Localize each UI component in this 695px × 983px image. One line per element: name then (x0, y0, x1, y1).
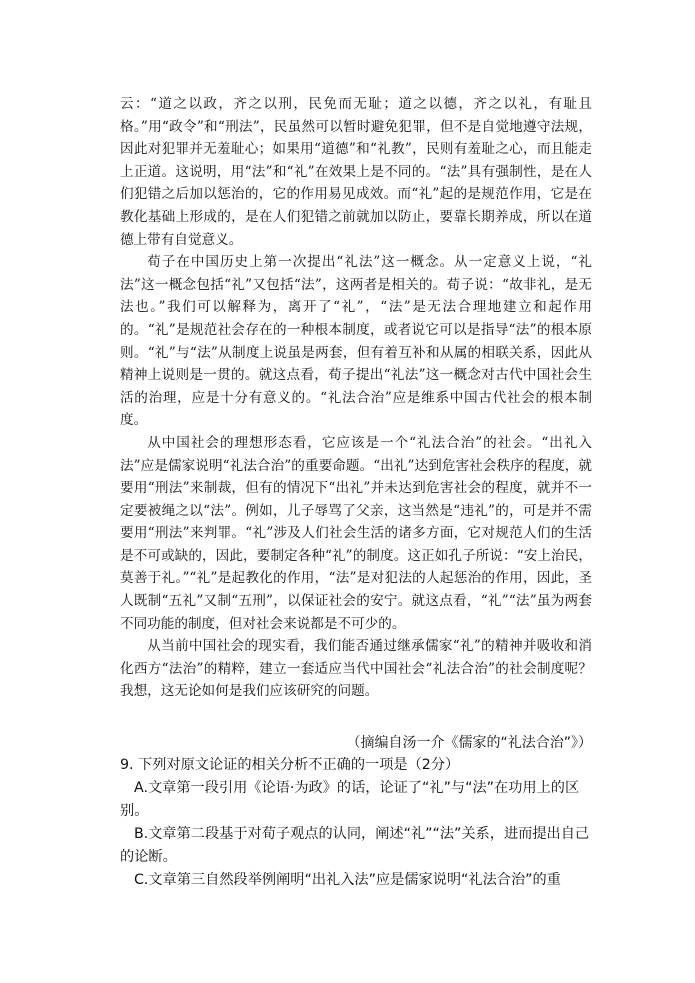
essay-text (120, 93, 592, 703)
essay-paragraph-3: 从中国社会的理想形态看，它应该是一个“礼法合治”的社会。“出礼入法”应是儒家说明“礼法合治”的重要命题。“出礼”达到危害社会秩序的程度，就要用“刑法”来制裁，但有的情况下“出礼”并未达到危害社会的程度，就并不一定要被绳之以“法”。例如，儿子辱骂了父亲，这当然是“违礼”的，可是并不需要用“刑法”来判罪。“礼”涉及人们社会生活的诸多方面，它对规范人们的生活是不可或缺的，因此，要制定各种“礼”的制度。这正如孔子所说：“安上治民，莫善于礼。”“礼”是起教化的作用，“法”是对犯法的人起惩治的作用，因此，圣人既制“五礼”又制“五刑”，以保证社会的安宁。就这点看，“礼”“法”虽为两套不同功能的制度，但对社会来说都是不可少的。 (120, 434, 592, 632)
essay-paragraph-1: 云：“道之以政，齐之以刑，民免而无耻；道之以德，齐之以礼，有耻且格。”用“政令”和“刑法”，民虽然可以暂时避免犯罪，但不是自觉地遵守法规，因此对犯罪并无羞耻心；如果用“道德”和“礼教”，民则有羞耻之心，而且能走上正道。这说明，用“法”和“礼”在效果上是不同的。“法”具有强制性，是在人们犯错之后加以惩治的，它的作用易见成效。而“礼”起的是规范作用，它是在教化基础上形成的，是在人们犯错之前就加以防止，要靠长期养成，所以在道德上带有自觉意义。 (120, 96, 592, 248)
option-c: C.文章第三自然段举例阐明“出礼入法”应是儒家说明“礼法合治”的重 (134, 872, 561, 888)
question-stem: 9. 下列对原文论证的相关分析不正确的一项是（2分） (120, 757, 460, 773)
essay-paragraph-2: 荀子在中国历史上第一次提出“礼法”这一概念。从一定意义上说，“礼法”这一概念包括“礼”又包括“法”，这两者是相关的。荀子说：“故非礼，是无法也。”我们可以解释为，离开了“礼”，“法”是无法合理地建立和起作用的。“礼”是规范社会存在的一种根本制度，或者说它可以是指导“法”的根本原则。“礼”与“法”从制度上说虽是两套，但有着互补和从属的相联关系，因此从精神上说则是一贯的。就这点看，荀子提出“礼法”这一概念对古代中国社会生活的治理，应是十分有意义的。“礼法合治”应是维系中国古代社会的根本制度。 (120, 254, 592, 429)
essay-paragraph-4: 从当前中国社会的现实看，我们能否通过继承儒家“礼”的精神并吸收和消化西方“法治”的精粹，建立一套适应当代中国社会“礼法合治”的社会制度呢？我想，这无论如何是我们应该研究的问题。 (120, 638, 592, 700)
question-block (120, 754, 590, 892)
option-a: A.文章第一段引用《论语·为政》的话，论证了“礼”与“法”在功用上的区别。 (120, 780, 580, 819)
option-b: B.文章第二段基于对荀子观点的认同，阐述“礼”“法”关系，进而提出自己的论断。 (120, 826, 590, 865)
source-citation: （摘编自汤一介《儒家的“礼法合治”》） (346, 735, 592, 751)
